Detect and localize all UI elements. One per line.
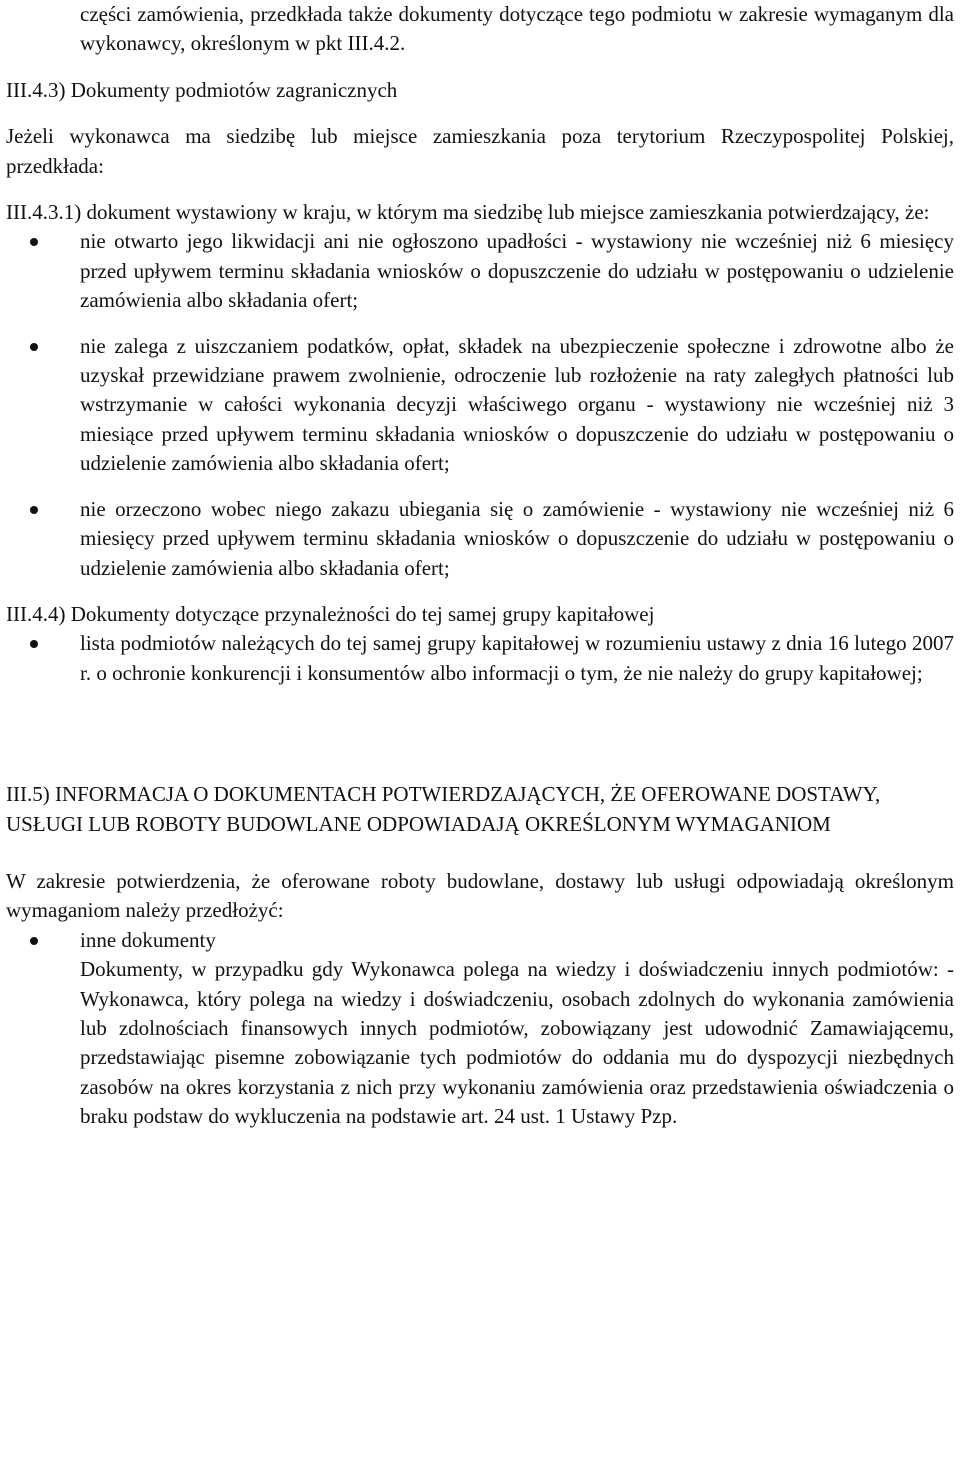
section-35-heading: III.5) INFORMACJA O DOKUMENTACH POTWIERDZAJĄCYCH, ŻE OFEROWANE DOSTAWY, USŁUGI LUB ROBOTY BUDOWLANE ODPOWIADAJĄ OKREŚLONYM WYMAGANIOM — [6, 782, 881, 836]
bullet-icon — [30, 343, 38, 351]
section-35-bullet-list — [6, 926, 954, 1132]
bullet-icon — [30, 640, 38, 648]
bullet-icon — [30, 506, 38, 514]
section-35-intro: W zakresie potwierdzenia, że oferowane roboty budowlane, dostawy lub usługi odpowiadają określonym wymaganiom należy przedłożyć: — [6, 868, 954, 923]
section-344-bullet-list — [6, 629, 954, 688]
bullet-icon — [30, 238, 38, 246]
intro-continuation — [6, 0, 954, 59]
document-page — [6, 0, 954, 1132]
list-item-text: nie otwarto jego likwidacji ani nie ogłoszono upadłości - wystawiony nie wcześniej niż 6 miesięcy przed upływem terminu składania wniosków o dopuszczenie do udziału w postępowaniu o udzielenie zamówienia albo składania ofert; — [80, 229, 954, 313]
section-343-heading: III.4.3) Dokumenty podmiotów zagranicznych — [6, 77, 398, 102]
list-item-text: nie orzeczono wobec niego zakazu ubiegania się o zamówienie - wystawiony nie wcześniej niż 6 miesięcy przed upływem terminu składania wniosków o dopuszczenie do udziału w postępowaniu o udzielenie zamówienia albo składania ofert; — [80, 496, 954, 580]
list-item — [6, 332, 954, 479]
intro-continuation-text: części zamówienia, przedkłada także dokumenty dotyczące tego podmiotu w zakresie wymaganym dla wykonawcy, określonym w pkt III.4.2. — [80, 2, 954, 56]
list-item-text: Dokumenty, w przypadku gdy Wykonawca polega na wiedzy i doświadczeniu innych podmiotów: - Wykonawca, który polega na wiedzy i doświadczeniu, osobach zdolnych do wykonania zamówienia lub zdolnościach finansowych innych podmiotów, zobowiązany jest udowodnić Zamawiającemu, przedstawiając pisemne zobowiązanie tych podmiotów do oddania mu do dyspozycji niezbędnych zasobów na okres korzystania z nich przy wykonaniu zamówienia oraz przedstawienia oświadczenia o braku podstaw do wykluczenia na podstawie art. 24 ust. 1 Ustawy Pzp. — [80, 957, 954, 1129]
section-343-bullet-list — [6, 227, 954, 582]
section-343-intro: Jeżeli wykonawca ma siedzibę lub miejsce zamieszkania poza terytorium Rzeczypospolitej Polskiej, przedkłada: — [6, 124, 954, 178]
list-item — [6, 495, 954, 583]
section-344-heading: III.4.4) Dokumenty dotyczące przynależności do tej samej grupy kapitałowej — [6, 601, 655, 626]
list-item — [6, 926, 954, 1132]
list-item-text: lista podmiotów należących do tej samej grupy kapitałowej w rozumieniu ustawy z dnia 16 lutego 2007 r. o ochronie konkurencji i konsumentów albo informacji o tym, że nie należy do grupy kapitałowej; — [80, 631, 954, 685]
list-item-title: inne dokumenty — [80, 927, 216, 952]
bullet-icon — [30, 937, 38, 945]
list-item — [6, 629, 954, 688]
list-item-text: nie zalega z uiszczaniem podatków, opłat, składek na ubezpieczenie społeczne i zdrowotne albo że uzyskał przewidziane prawem zwolnienie, odroczenie lub rozłożenie na raty zaległych płatności lub wstrzymanie w całości wykonania decyzji właściwego organu - wystawiony nie wcześniej niż 3 miesiące przed upływem terminu składania wniosków o dopuszczenie do udziału w postępowaniu o udzielenie zamówienia albo składania ofert; — [80, 333, 954, 476]
section-343-subitem: III.4.3.1) dokument wystawiony w kraju, w którym ma siedzibę lub miejsce zamieszkania potwierdzający, że: — [6, 200, 930, 225]
list-item — [6, 227, 954, 315]
